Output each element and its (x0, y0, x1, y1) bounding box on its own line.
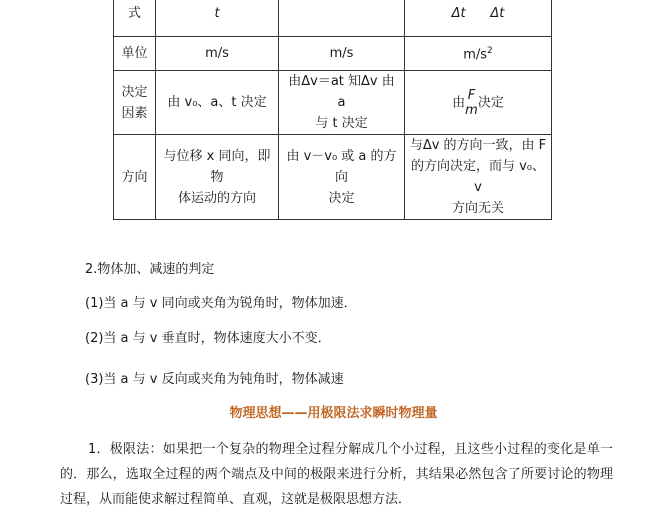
accel-factor-suffix: 决定 (477, 95, 504, 110)
acceleration-direction-line1: 与Δv 的方向一致，由 F (409, 138, 547, 153)
velocity-change-formula-cell (279, 0, 405, 37)
rule-item-2: (2)当 a 与 v 垂直时，物体速度大小不变． (85, 331, 331, 346)
row-label-formula: 式 (114, 0, 156, 37)
accel-factor-fraction (465, 88, 478, 118)
accel-factor-denominator: m (465, 102, 478, 118)
velocity-change-direction-line2: 决定 (328, 190, 355, 206)
speed-formula-denominator: t (214, 6, 220, 21)
unit-row (114, 37, 552, 71)
acceleration-unit-cell (405, 37, 552, 71)
speed-formula-cell (156, 0, 279, 37)
acceleration-formula-cell (405, 0, 552, 37)
factor-row (114, 71, 552, 135)
row-label-factor (114, 71, 156, 135)
accel-formula-den-1: Δt (451, 6, 466, 21)
velocity-change-factor (279, 71, 405, 135)
speed-unit: m/s (156, 37, 279, 71)
formula-row (114, 0, 552, 37)
acceleration-direction-line3: 方向无关 (451, 201, 504, 216)
body-paragraph: 1．极限法：如果把一个复杂的物理全过程分解成几个小过程，且这些小过程的变化是单一的．那么，选取全过程的两个端点及中间的极限来进行分析，其结果必然包含了所要讨论的物理过程，从而能使求解过程简单、直观，这就是极限思想方法． (60, 442, 613, 507)
rule-item-1: (1)当 a 与 v 同向或夹角为锐角时，物体加速． (85, 296, 357, 311)
rule-item-3: (3)当 a 与 v 反向或夹角为钝角时，物体减速 (85, 372, 344, 387)
accel-factor-prefix: 由 (452, 95, 466, 110)
section-heading: 物理思想——用极限法求瞬时物理量 (229, 406, 438, 421)
accel-factor-numerator: F (467, 87, 476, 103)
velocity-change-factor-line2: 与 t 决定 (315, 116, 368, 131)
row-label-factor-line1: 决定 (121, 84, 148, 100)
row-label-factor-line2: 因素 (121, 105, 148, 121)
velocity-change-direction (279, 135, 405, 220)
velocity-change-unit: m/s (279, 37, 405, 71)
acceleration-unit-exponent: 2 (487, 46, 493, 57)
speed-factor: 由 v₀、a、t 决定 (156, 71, 279, 135)
acceleration-direction (405, 135, 552, 220)
velocity-change-direction-line1: 由 v－v₀ 或 a 的方向 (286, 148, 397, 185)
acceleration-factor (405, 71, 552, 135)
speed-direction-line2: 体运动的方向 (177, 190, 256, 206)
comparison-table (113, 0, 552, 220)
speed-direction (156, 135, 279, 220)
acceleration-direction-line2: 的方向决定，而与 v₀、v (410, 159, 546, 195)
section-title: 2.物体加、减速的判定 (85, 262, 215, 277)
acceleration-unit: m/s (463, 47, 488, 63)
accel-formula-den-2: Δt (490, 6, 505, 21)
speed-direction-line1: 与位移 x 同向，即物 (163, 148, 271, 185)
velocity-change-factor-line1: 由Δv＝at 知Δv 由 a (288, 74, 395, 110)
row-label-direction: 方向 (114, 135, 156, 220)
row-label-unit: 单位 (114, 37, 156, 71)
direction-row (114, 135, 552, 220)
